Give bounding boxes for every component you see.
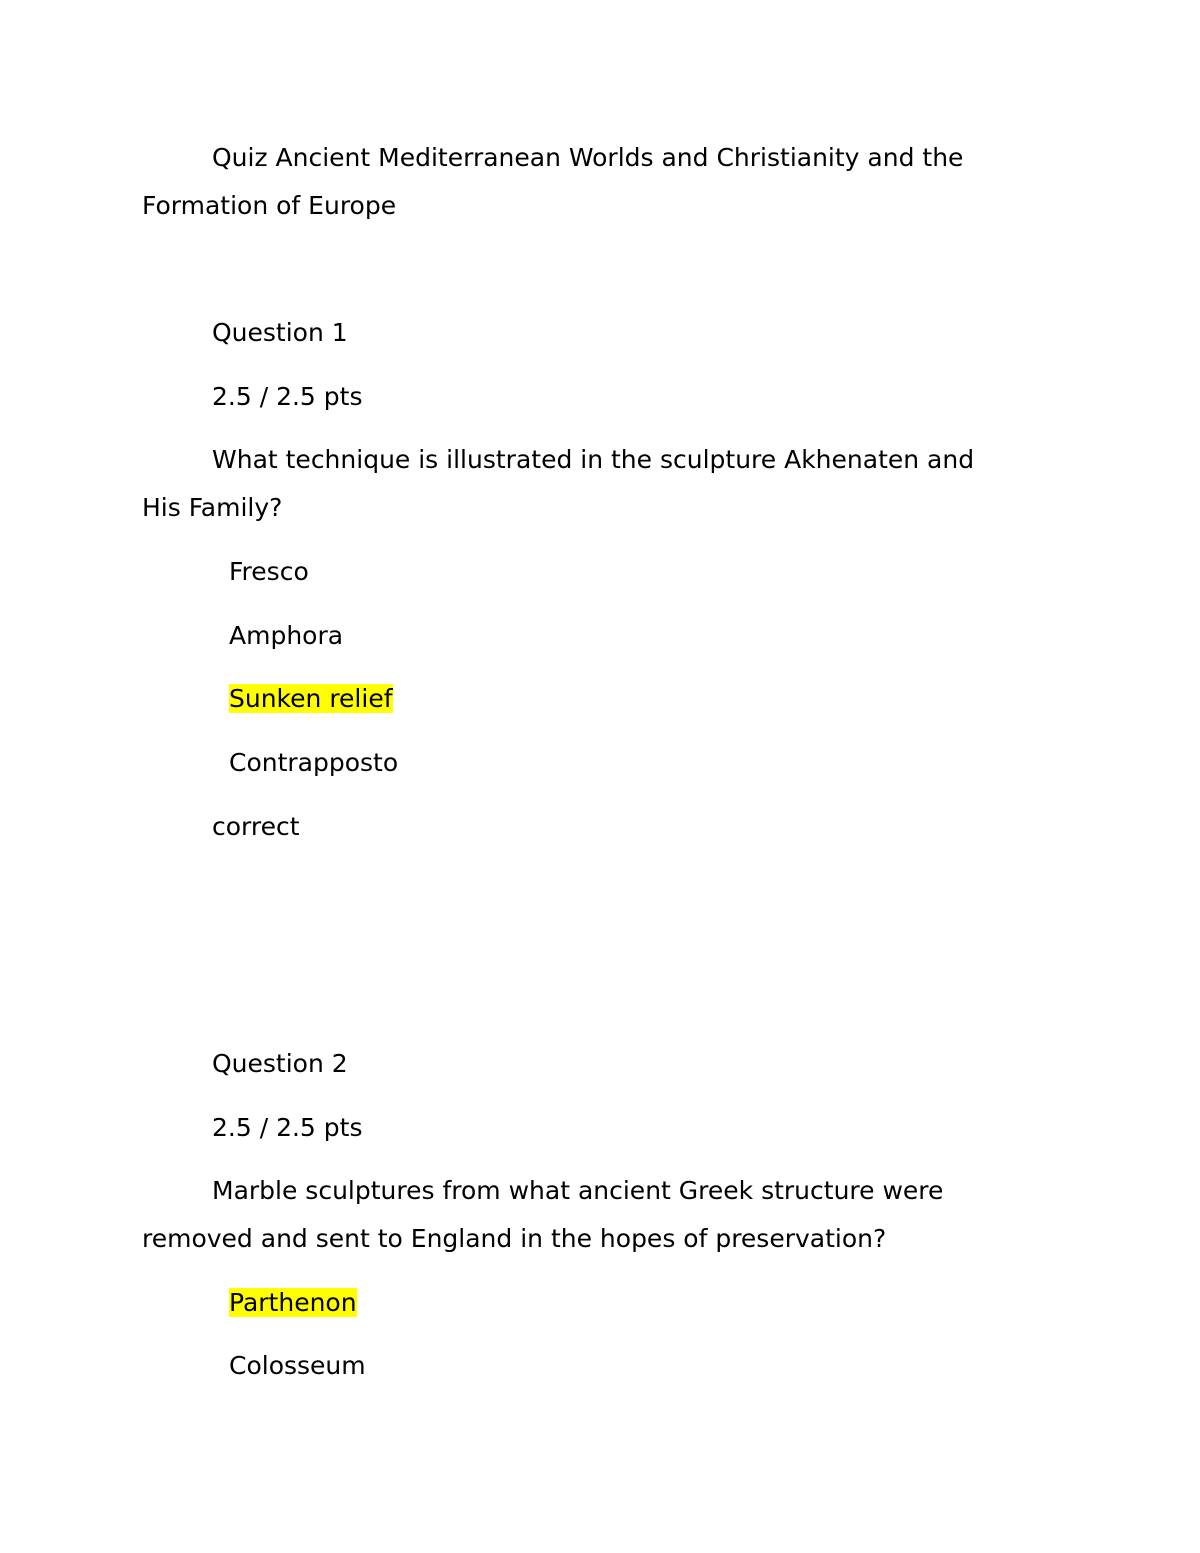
question-2-label: Question 2 [212, 1049, 348, 1078]
question-1-score: 2.5 / 2.5 pts [212, 382, 363, 411]
question-2-score: 2.5 / 2.5 pts [212, 1113, 363, 1142]
question-1-option-fresco: Fresco [229, 557, 309, 586]
document-title-line-2: Formation of Europe [142, 191, 397, 220]
question-1-option-contrapposto: Contrapposto [229, 748, 399, 777]
question-2-prompt-line-2: removed and sent to England in the hopes of preservation? [142, 1224, 887, 1253]
question-1-selected-highlight: Sunken relief [229, 684, 393, 713]
question-1-prompt-line-2: His Family? [142, 493, 283, 522]
question-1-prompt-line-1: What technique is illustrated in the sculpture Akhenaten and [212, 445, 975, 474]
question-1-option-amphora: Amphora [229, 621, 344, 650]
question-2-selected-highlight: Parthenon [229, 1288, 357, 1317]
document-title-line-1: Quiz Ancient Mediterranean Worlds and Christianity and the [212, 143, 964, 172]
question-1-option-sunken-relief [229, 684, 393, 714]
question-2-option-colosseum: Colosseum [229, 1351, 366, 1380]
question-1-result: correct [212, 812, 300, 841]
question-1-label: Question 1 [212, 318, 348, 347]
question-2-prompt-line-1: Marble sculptures from what ancient Greek structure were [212, 1176, 944, 1205]
question-2-option-parthenon [229, 1288, 357, 1318]
